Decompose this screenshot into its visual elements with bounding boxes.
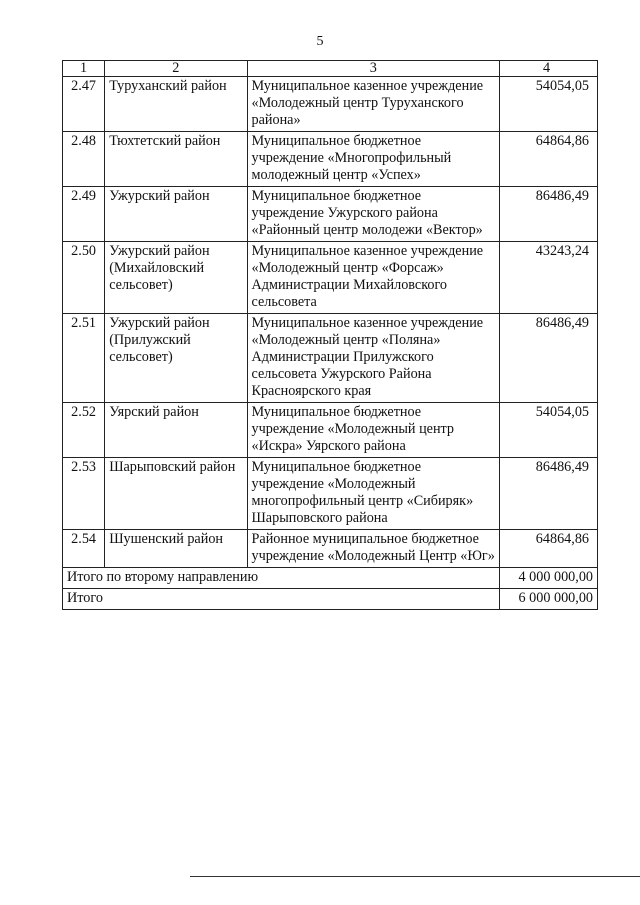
amount-value: 86486,49 xyxy=(500,187,598,242)
district-name: Уярский район xyxy=(105,403,247,458)
footer-divider xyxy=(190,876,640,877)
district-name: Тюхтетский район xyxy=(105,132,247,187)
row-number: 2.50 xyxy=(63,242,105,314)
total-value: 4 000 000,00 xyxy=(500,568,598,589)
total-row-grand xyxy=(63,589,598,610)
grand-total-value: 6 000 000,00 xyxy=(500,589,598,610)
institution-name: Муниципальное бюджетное учреждение Ужурского района «Районный центр молодежи «Вектор» xyxy=(247,187,500,242)
institution-name: Муниципальное бюджетное учреждение «Многопрофильный молодежный центр «Успех» xyxy=(247,132,500,187)
amount-value: 86486,49 xyxy=(500,314,598,403)
column-header-2: 2 xyxy=(105,61,247,77)
table-row xyxy=(63,77,598,132)
district-name: Туруханский район xyxy=(105,77,247,132)
row-number: 2.54 xyxy=(63,530,105,568)
table-row xyxy=(63,132,598,187)
row-number: 2.53 xyxy=(63,458,105,530)
district-name: Шарыповский район xyxy=(105,458,247,530)
amount-value: 54054,05 xyxy=(500,77,598,132)
district-name: Ужурский район (Михайловский сельсовет) xyxy=(105,242,247,314)
district-name: Шушенский район xyxy=(105,530,247,568)
grand-total-label: Итого xyxy=(63,589,500,610)
institution-name: Муниципальное казенное учреждение «Молодежный центр «Поляна» Администрации Прилужского сельсовета Ужурского Района Красноярского края xyxy=(247,314,500,403)
amount-value: 86486,49 xyxy=(500,458,598,530)
budget-table xyxy=(62,60,598,610)
table-row xyxy=(63,242,598,314)
institution-name: Муниципальное бюджетное учреждение «Молодежный центр «Искра» Уярского района xyxy=(247,403,500,458)
amount-value: 43243,24 xyxy=(500,242,598,314)
row-number: 2.49 xyxy=(63,187,105,242)
institution-name: Районное муниципальное бюджетное учреждение «Молодежный Центр «Юг» xyxy=(247,530,500,568)
institution-name: Муниципальное бюджетное учреждение «Молодежный многопрофильный центр «Сибиряк» Шарыповского района xyxy=(247,458,500,530)
column-header-1: 1 xyxy=(63,61,105,77)
table-row xyxy=(63,314,598,403)
amount-value: 54054,05 xyxy=(500,403,598,458)
column-header-3: 3 xyxy=(247,61,500,77)
table-row xyxy=(63,187,598,242)
column-header-4: 4 xyxy=(500,61,598,77)
total-row-direction xyxy=(63,568,598,589)
table-row xyxy=(63,530,598,568)
table-header-row xyxy=(63,61,598,77)
row-number: 2.52 xyxy=(63,403,105,458)
district-name: Ужурский район xyxy=(105,187,247,242)
amount-value: 64864,86 xyxy=(500,132,598,187)
row-number: 2.48 xyxy=(63,132,105,187)
total-label: Итого по второму направлению xyxy=(63,568,500,589)
table-row xyxy=(63,403,598,458)
institution-name: Муниципальное казенное учреждение «Молодежный центр Туруханского района» xyxy=(247,77,500,132)
table-row xyxy=(63,458,598,530)
institution-name: Муниципальное казенное учреждение «Молодежный центр «Форсаж» Администрации Михайловского сельсовета xyxy=(247,242,500,314)
row-number: 2.51 xyxy=(63,314,105,403)
row-number: 2.47 xyxy=(63,77,105,132)
page-number: 5 xyxy=(316,34,324,49)
amount-value: 64864,86 xyxy=(500,530,598,568)
district-name: Ужурский район (Прилужский сельсовет) xyxy=(105,314,247,403)
